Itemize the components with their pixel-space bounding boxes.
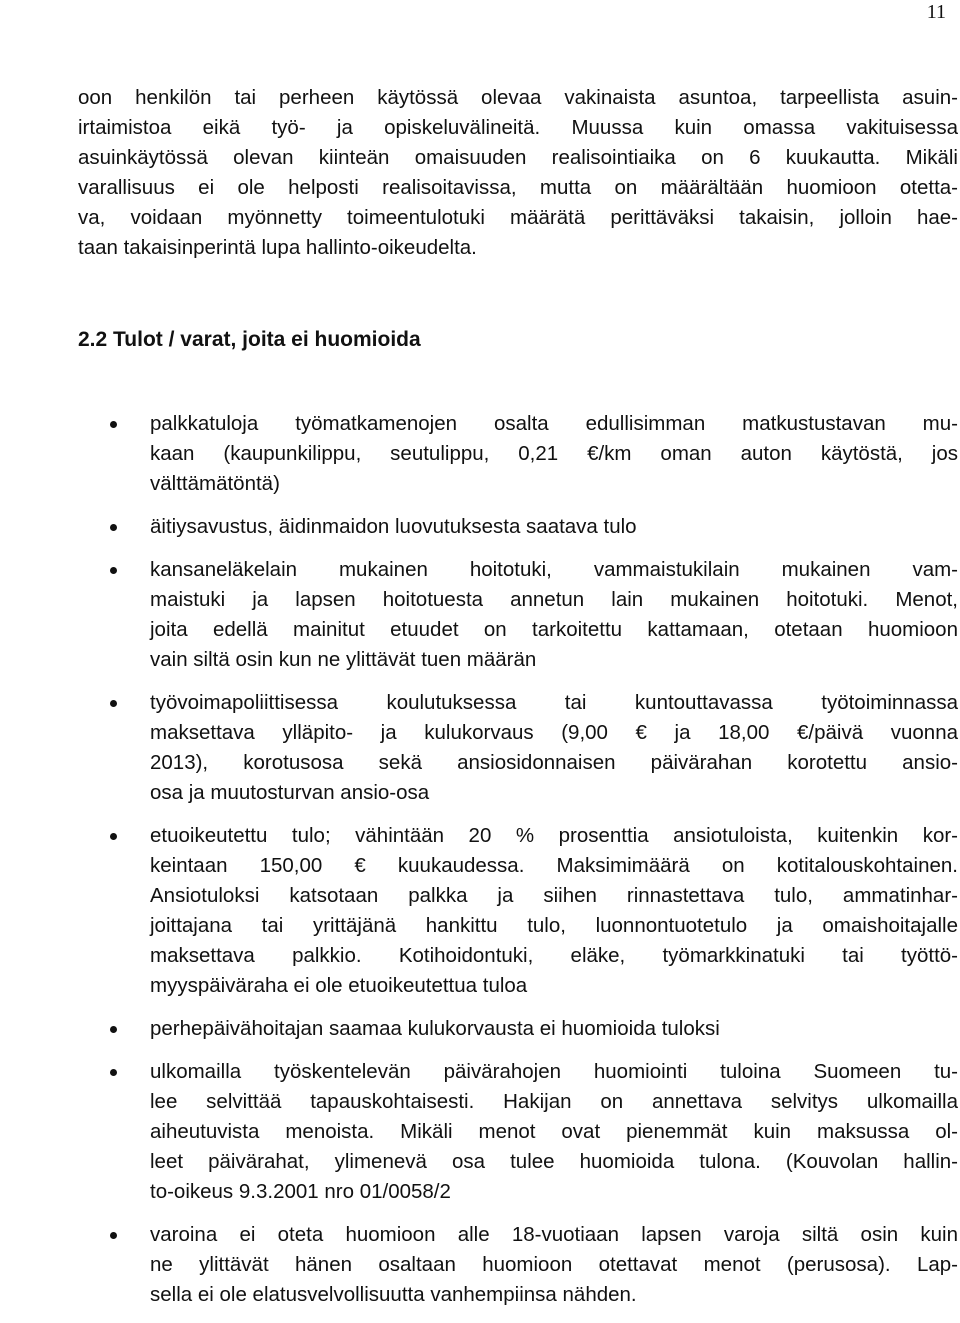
list-item-line: maistuki ja lapsen hoitotuesta annetun lain mukainen hoitotuki. Menot, xyxy=(150,588,958,611)
list-item-line: ulkomailla työskentelevän päivärahojen huomiointi tuloina Suomeen tu- xyxy=(150,1060,958,1083)
list-item xyxy=(0,688,960,808)
bullet-icon xyxy=(110,1069,117,1076)
paragraph-line: va, voidaan myönnetty toimeentulotuki määrätä perittäväksi takaisin, jolloin hae- xyxy=(78,206,958,229)
bullet-icon xyxy=(110,700,117,707)
list-item-line: aiheutuvista menoista. Mikäli menot ovat pienemmät kuin maksussa ol- xyxy=(150,1120,958,1143)
bullet-icon xyxy=(110,1232,117,1239)
paragraph-line: asuinkäytössä olevan kiinteän omaisuuden realisointiaika on 6 kuukautta. Mikäli xyxy=(78,146,958,169)
bullet-icon xyxy=(110,1026,117,1033)
list-item-line: kaan (kaupunkilippu, seutulippu, 0,21 €/km oman auton käytöstä, jos xyxy=(150,442,958,465)
bullet-icon xyxy=(110,524,117,531)
bullet-icon xyxy=(110,833,117,840)
list-item xyxy=(0,555,960,675)
list-item-line: palkkatuloja työmatkamenojen osalta edullisimman matkustustavan mu- xyxy=(150,412,958,435)
list-item xyxy=(0,821,960,1001)
paragraph-line: irtaimistoa eikä työ- ja opiskeluvälineitä. Muussa kuin omassa vakituisessa xyxy=(78,116,958,139)
list-item-line: osa ja muutosturvan ansio-osa xyxy=(150,781,430,804)
list-item xyxy=(0,1014,960,1044)
paragraph-line: varallisuus ei ole helposti realisoitavissa, mutta on määrältään huomioon otetta- xyxy=(78,176,958,199)
list-item-line: perhepäivähoitajan saamaa kulukorvausta ei huomioida tuloksi xyxy=(150,1017,720,1040)
list-item-line: leet päivärahat, ylimenevä osa tulee huomioida tulona. (Kouvolan hallin- xyxy=(150,1150,958,1173)
list-item-line: Ansiotuloksi katsotaan palkka ja siihen rinnastettava tulo, ammatinhar- xyxy=(150,884,958,907)
list-item xyxy=(0,1057,960,1207)
list-item-line: maksettava palkkio. Kotihoidontuki, eläke, työmarkkinatuki tai työttö- xyxy=(150,944,958,967)
bullet-icon xyxy=(110,567,117,574)
list-item-line: sella ei ole elatusvelvollisuutta vanhempiinsa nähden. xyxy=(150,1283,637,1306)
list-item-line: välttämätöntä) xyxy=(150,472,280,495)
page-number: 11 xyxy=(926,1,946,23)
list-item-line: maksettava ylläpito- ja kulukorvaus (9,00 € ja 18,00 €/päivä vuonna xyxy=(150,721,958,744)
list-item xyxy=(0,512,960,542)
list-item-line: varoina ei oteta huomioon alle 18-vuotiaan lapsen varoja siltä osin kuin xyxy=(150,1223,958,1246)
list-item-line: keintaan 150,00 € kuukaudessa. Maksimimäärä on kotitalouskohtainen. xyxy=(150,854,958,877)
list-item xyxy=(0,1220,960,1310)
list-item-line: to-oikeus 9.3.2001 nro 01/0058/2 xyxy=(150,1180,451,1203)
list-item-line: 2013), korotusosa sekä ansiosidonnaisen päivärahan korotettu ansio- xyxy=(150,751,958,774)
bullet-icon xyxy=(110,421,117,428)
paragraph-line: taan takaisinperintä lupa hallinto-oikeudelta. xyxy=(78,236,477,259)
paragraph-line: oon henkilön tai perheen käytössä olevaa vakinaista asuntoa, tarpeellista asuin- xyxy=(78,86,958,109)
list-item-line: työvoimapoliittisessa koulutuksessa tai kuntouttavassa työtoiminnassa xyxy=(150,691,958,714)
section-heading: 2.2 Tulot / varat, joita ei huomioida xyxy=(78,328,421,351)
list-item-line: ne ylittävät hänen osaltaan huomioon otettavat menot (perusosa). Lap- xyxy=(150,1253,958,1276)
list-item xyxy=(0,409,960,499)
list-item-line: etuoikeutettu tulo; vähintään 20 % prosenttia ansiotuloista, kuitenkin kor- xyxy=(150,824,958,847)
list-item-line: lee selvittää tapauskohtaisesti. Hakijan on annettava selvitys ulkomailla xyxy=(150,1090,958,1113)
list-item-line: myyspäiväraha ei ole etuoikeutettua tuloa xyxy=(150,974,528,997)
bullet-list xyxy=(0,409,960,1323)
list-item-line: joita edellä mainitut etuudet on tarkoitettu kattamaan, otetaan huomioon xyxy=(150,618,958,641)
intro-paragraph xyxy=(78,83,958,263)
list-item-line: joittajana tai yrittäjänä hankittu tulo, luonnontuotetulo ja omaishoitajalle xyxy=(150,914,958,937)
list-item-line: vain siltä osin kun ne ylittävät tuen määrän xyxy=(150,648,537,671)
list-item-line: äitiysavustus, äidinmaidon luovutuksesta saatava tulo xyxy=(150,515,637,538)
list-item-line: kansaneläkelain mukainen hoitotuki, vammaistukilain mukainen vam- xyxy=(150,558,958,581)
